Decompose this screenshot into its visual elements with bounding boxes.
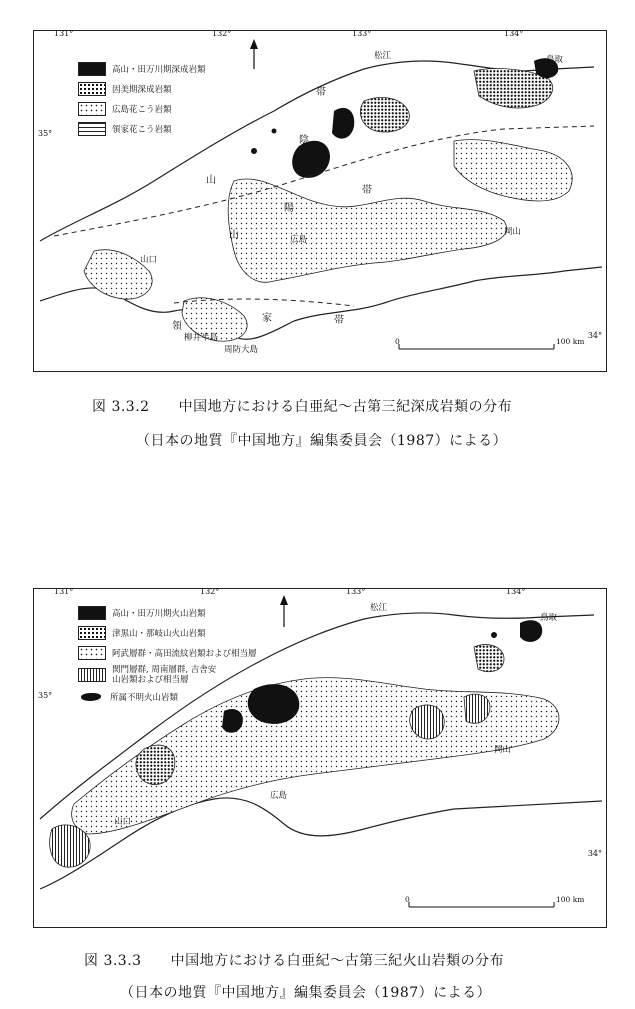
takayama-volcanic-dot — [491, 632, 497, 638]
scale-end: 100 km — [556, 895, 585, 904]
belt-label: 領 — [172, 321, 182, 332]
place-matsue: 松江 — [374, 51, 392, 61]
place-yamaguchi: 山口 — [140, 255, 158, 265]
legend-item — [78, 623, 257, 643]
caption-title-1: 図 3.3.2 中国地方における白亜紀〜古第三紀深成岩類の分布 — [92, 399, 513, 415]
caption-title-2: 図 3.3.3 中国地方における白亜紀〜古第三紀火山岩類の分布 — [84, 953, 505, 969]
place-yanai: 柳井半島 — [184, 333, 219, 343]
legend-label: 広島花こう岩類 — [112, 105, 172, 115]
scale-start: 0 — [395, 337, 400, 346]
map-frame-volcanic — [33, 588, 607, 928]
map-frame-plutonic — [33, 30, 607, 372]
place-suo-oshima: 周防大島 — [224, 345, 259, 355]
tsuguroyama-volcanic-field — [474, 645, 504, 672]
lat-label: 35° — [38, 129, 53, 138]
lat-label: 34° — [587, 331, 602, 340]
scale-start: 0 — [405, 895, 410, 904]
lon-label: 133° — [346, 588, 366, 596]
legend-swatch-vline — [78, 668, 106, 682]
belt-label: 家 — [262, 313, 272, 324]
legend-label: 領家花こう岩類 — [112, 125, 172, 135]
legend-swatch-blob — [78, 691, 104, 703]
takayama-plutonic-dot — [251, 148, 257, 154]
belt-label: 陽 — [284, 203, 294, 214]
caption-source-2: （日本の地質『中国地方』編集委員会（1987）による） — [120, 985, 492, 1001]
north-arrow-head — [250, 39, 258, 49]
okayama-granite-field — [454, 140, 572, 201]
legend-label: 関門層群, 周南層群, 吉舎安山岩類および相当層 — [112, 665, 217, 685]
legend-item — [78, 119, 206, 139]
legend-item — [78, 663, 257, 687]
takayama-volcanic-body-3 — [520, 620, 542, 642]
place-tottori: 鳥取 — [546, 55, 564, 65]
scale-end: 100 km — [556, 337, 585, 346]
tsuguroyama-volcanic-field-2 — [136, 745, 175, 784]
lat-label: 34° — [587, 849, 602, 858]
takayama-plutonic-body-2 — [332, 108, 354, 139]
legend-swatch-dash — [78, 122, 106, 136]
legend-swatch-sparse — [78, 102, 106, 116]
inbi-plutonic-field-2 — [360, 97, 409, 132]
legend-item — [78, 79, 206, 99]
legend-label: 所属不明火山岩類 — [110, 693, 179, 703]
legend-label: 因美期深成岩類 — [112, 85, 172, 95]
lon-label: 134° — [506, 588, 526, 596]
place-hiroshima: 広島 — [290, 235, 308, 245]
north-arrow-head — [280, 595, 288, 605]
lat-label: 35° — [38, 691, 53, 700]
place-hiroshima: 広島 — [270, 791, 288, 801]
belt-label: 帯 — [316, 87, 326, 98]
lon-label: 132° — [212, 30, 232, 38]
place-matsue: 松江 — [370, 603, 388, 613]
legend-plutonic — [78, 59, 206, 139]
legend-label: 津黒山・那岐山火山岩類 — [112, 629, 206, 639]
legend-swatch-black — [78, 62, 106, 76]
place-okayama: 岡山 — [504, 227, 522, 237]
legend-item — [78, 687, 257, 707]
takayama-plutonic-dot — [272, 129, 277, 134]
place-tottori: 鳥取 — [540, 613, 558, 623]
legend-label: 高山・田万川期深成岩類 — [112, 65, 206, 75]
lon-label: 131° — [54, 588, 74, 596]
place-okayama: 岡山 — [494, 745, 512, 755]
caption-source-1: （日本の地質『中国地方』編集委員会（1987）による） — [136, 433, 508, 449]
lon-label: 133° — [352, 30, 372, 38]
belt-label: 帯 — [362, 185, 372, 196]
legend-volcanic — [78, 603, 257, 707]
legend-item — [78, 99, 206, 119]
lon-label: 134° — [504, 30, 524, 38]
takayama-plutonic-body — [292, 141, 330, 178]
legend-swatch-sparse — [78, 646, 106, 660]
place-yamaguchi: 山口 — [114, 817, 132, 827]
belt-label: 山 — [206, 175, 216, 186]
legend-label: 高山・田万川期火山岩類 — [112, 609, 206, 619]
lon-label: 132° — [200, 588, 220, 596]
belt-label: 山 — [229, 230, 239, 241]
legend-swatch-dense — [78, 626, 106, 640]
legend-item — [78, 643, 257, 663]
belt-label: 陰 — [299, 135, 309, 146]
lon-label: 131° — [54, 30, 74, 38]
belt-label: 帯 — [334, 315, 344, 326]
legend-item — [78, 603, 257, 623]
legend-swatch-black — [78, 606, 106, 620]
legend-item — [78, 59, 206, 79]
legend-swatch-dense — [78, 82, 106, 96]
legend-label: 阿武層群・高田流紋岩類および相当層 — [112, 649, 257, 659]
